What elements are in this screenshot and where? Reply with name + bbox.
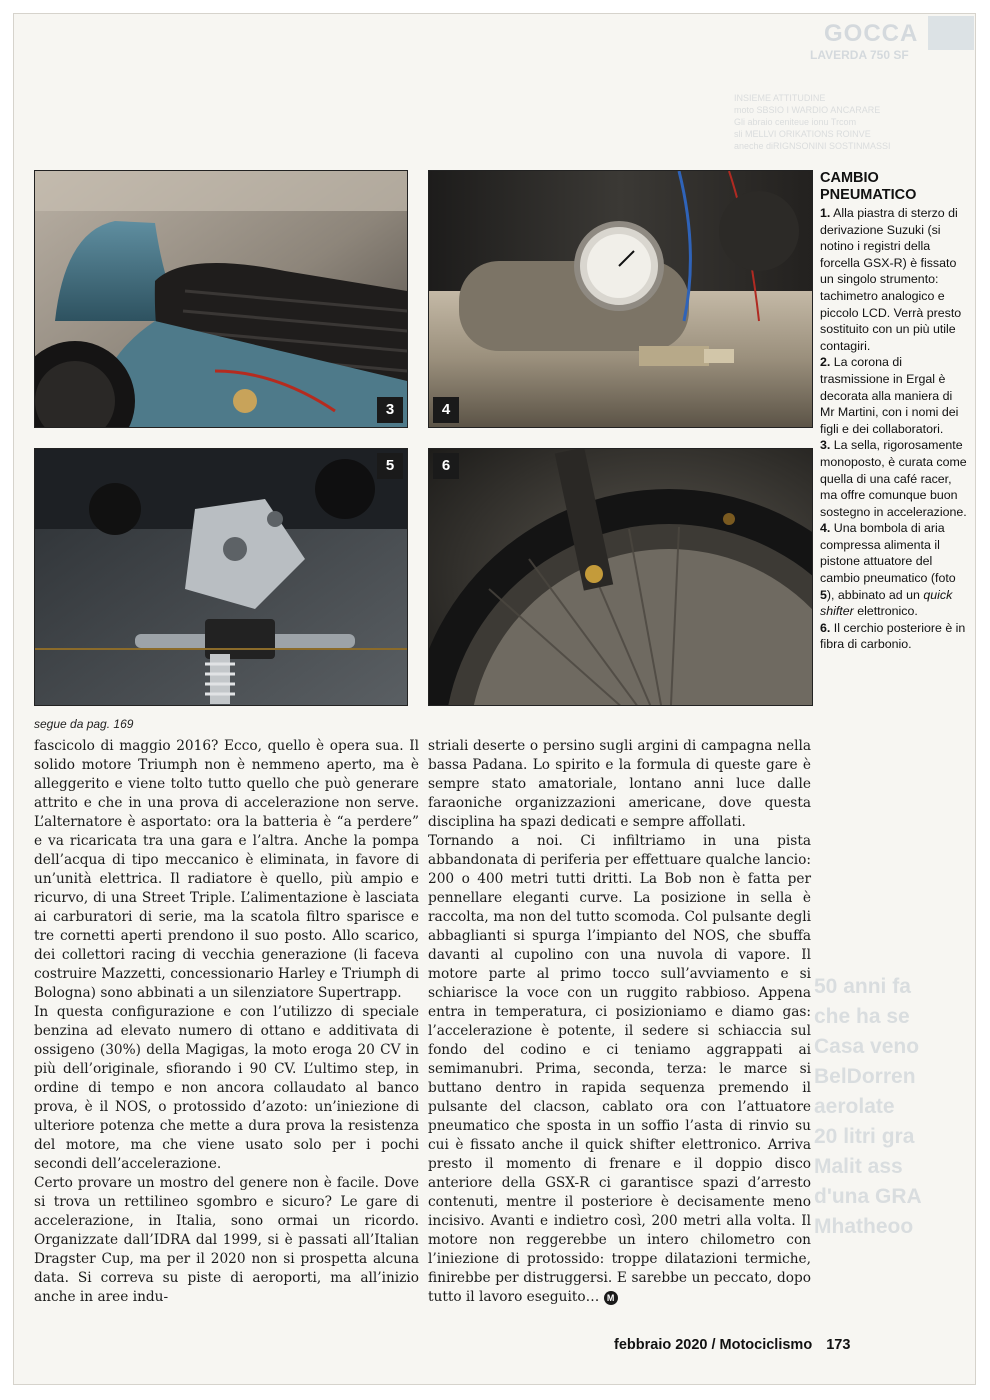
footer-page-number: 173 <box>826 1337 851 1353</box>
ghost-right-line: d'una GRA <box>814 1185 922 1208</box>
footer-magazine: Motociclismo <box>719 1337 813 1353</box>
sidebar-item <box>820 354 968 437</box>
ghost-right-line: Casa veno <box>814 1035 920 1058</box>
ghost-header-name: GOCCA <box>824 20 919 47</box>
ghost-text-line: INSIEME ATTITUDINE <box>734 93 826 103</box>
sidebar-item-number: 3. <box>820 438 831 453</box>
ghost-header-model: LAVERDA 750 SF <box>810 48 909 62</box>
sidebar-item-number: 4. <box>820 521 831 536</box>
photo-air-bottle-image <box>429 171 812 427</box>
sidebar-title-line: CAMBIO <box>820 170 879 186</box>
ghost-right-line: BelDorren <box>814 1065 916 1088</box>
ghost-right-line: aerolate <box>814 1095 895 1118</box>
sidebar-cambio-pneumatico <box>820 170 968 653</box>
ghost-right-line: 50 anni fa <box>814 975 911 998</box>
sidebar-item <box>820 620 968 653</box>
ghost-right-column <box>814 972 974 1242</box>
ghost-text-line: aneche diRIGNSONINI SOSTINMASSI <box>734 141 891 151</box>
sidebar-item-text: Una bombola di aria compressa alimenta il pistone attuatore del cambio pneumatico (foto <box>820 521 956 586</box>
photo-air-bottle <box>428 170 813 428</box>
article-paragraph: In questa configurazione e con l’utilizzo di speciale benzina ad elevato numero di ottano e additivata di ossigeno (30%) della Magigas, la moto eroga 20 CV in più dell’originale, sfiorando i 90 CV. L’ultimo step, in ordine di tempo e non ancora collaudato al banco prova, è il NOS, o protossido d’azoto: un’iniezione di ulteriore potenza che mette a dura prova la resistenza del motore, ma che viene usato solo per i pochi secondi dell’accelerazione. <box>34 1004 419 1172</box>
sidebar-photo-ref: 5 <box>820 587 827 602</box>
photo-number-badge: 6 <box>433 453 459 479</box>
ghost-text-line: Gli abraio ceniteue ionu Trcom <box>734 117 857 127</box>
sidebar-item-text: La sella, rigorosamente monoposto, è curata come quella di una café racer, ma offre comunque buon sostegno in accelerazione. <box>820 438 967 519</box>
continuation-note: segue da pag. 169 <box>34 717 134 731</box>
ghost-header <box>804 14 974 104</box>
ghost-right-line: Malit ass <box>814 1155 903 1178</box>
photo-number-badge: 4 <box>433 397 459 423</box>
sidebar-item-text: Il cerchio posteriore è in fibra di carbonio. <box>820 620 966 652</box>
sidebar-item-number: 1. <box>820 206 831 220</box>
ghost-text-line: moto SBSIO I WARDIO ANCARARE <box>734 105 881 115</box>
article-paragraph: Certo provare un mostro del genere non è facile. Dove si trova un rettilineo sgombro e sicuro? Le gare di accelerazione, in Italia, sono ormai un ricordo. Organizzate dall’IDRA dal 1999, si è passati all’Italian Dragster Cup, ma per il 2020 non si prospetta alcuna data. Si correva su piste di aeroporti, ma all’inizio anche in aree indu- <box>34 1175 419 1305</box>
sidebar-item-italic: quick shifter <box>820 587 953 619</box>
ghost-header-text <box>734 92 974 152</box>
article-column-2 <box>428 737 811 1307</box>
sidebar-item-number: 2. <box>820 355 831 370</box>
sidebar-item-text: elettronico. <box>853 604 918 619</box>
photo-wheel-image <box>429 449 812 705</box>
sidebar-item <box>820 520 968 620</box>
footer-separator: / <box>711 1337 716 1353</box>
page-footer <box>614 1337 854 1353</box>
ghost-right-line: 20 litri gra <box>814 1125 915 1148</box>
photo-footrest <box>34 448 408 706</box>
sidebar-item-number: 6. <box>820 620 831 635</box>
photo-number-badge: 5 <box>377 453 403 479</box>
article-paragraph: striali deserte o persino sugli argini di campagna nella bassa Padana. Lo spirito e la formula di queste gare è sempre stato amatoriale, lontano anni luce dalle faraoniche organizzazioni americane, dove questa disciplina ha spazi dedicati e sempre affollati. <box>428 738 811 830</box>
sidebar-item-text: ), abbinato ad un <box>826 587 924 602</box>
article-paragraph: Tornando a noi. Ci infiltriamo in una pista abbandonata di periferia per effettuare qualche lancio: 200 o 400 metri tutti dritti. La Bob non è fatta per pennellare eleganti curve. La posizione in sella è raccolta, ma non del tutto scomoda. Col pulsante degli abbaglianti si spurga l’impianto del NOS, che sbuffa davanti al cupolino con una nuvola di vapore. Il motore parte al primo tocco sull’avviamento e si schiarisce la voce con un ruggito rabbioso. Appena entra in temperatura, ci posizioniamo e diamo gas: l’accelerazione è potente, il sedere si schiaccia sul fondo del codino e ci teniamo aggrappati ai semimanubri. Prima, seconda, terza: le marce si buttano dentro in rapida sequenza premendo il pulsante del clacson, cablato ora con l’attuatore pneumatico che sposta in un soffio l’asta di rinvio su cui è fissato anche il quick shifter elettronico. Arriva presto il momento di frenare e il doppio disco anteriore della GSX-R ci garantisce spazi d’arresto contenuti, mentre il posteriore è decisamente meno incisivo. Avanti e indietro così, 200 metri alla volta. Il motore non reggerebbe un intero chilometro con l’iniezione di protossido: troppe dilatazioni termiche, finirebbe per distruggersi. E sarebbe un peccato, dopo tutto il lavoro eseguito… <box>428 833 811 1305</box>
photo-number-badge: 3 <box>377 397 403 423</box>
article-paragraph-final <box>428 832 811 1307</box>
footer-issue: febbraio 2020 <box>614 1337 708 1353</box>
article-column-1 <box>34 737 419 1307</box>
magazine-page <box>14 14 975 1384</box>
photo-wheel <box>428 448 813 706</box>
photo-seat-image <box>35 171 407 427</box>
sidebar-item-text: Alla piastra di sterzo di derivazione Suzuki (si notino i registri della forcella GSX-R) è fissato un singolo strumento: tachimetro analogico e piccolo LCD. Verrà presto sostituito con un più utile contagiri. <box>820 206 962 353</box>
photo-footrest-image <box>35 449 407 705</box>
ghost-header-bar <box>928 16 974 50</box>
sidebar-title <box>820 170 968 204</box>
ghost-text-line: sli MELLVI ORIKATIONS ROINVE <box>734 129 871 139</box>
photo-seat <box>34 170 408 428</box>
sidebar-title-line: PNEUMATICO <box>820 187 917 203</box>
ghost-right-line: Mhatheoo <box>814 1215 914 1238</box>
ghost-right-line: che ha se <box>814 1005 910 1028</box>
article-paragraph: fascicolo di maggio 2016? Ecco, quello è opera sua. Il solido motore Triumph non è nemmeno aperto, ma è alleggerito e viene tolto tutto quello che può generare attrito e che in una prova di accelerazione non serve. L’alternatore è asportato: ora la batteria è “a perdere” e va ricaricata tra una gara e l’altra. Anche la pompa dell’acqua di tipo meccanico è eliminata, in favore di un’unità elettrica. Il radiatore è quello, più ampio e ricurvo, di una Street Triple. L’alimentazione è lasciata ai carburatori di serie, ma la scatola filtro sparisce e tre cornetti aperti prendono il suo posto. Allo scarico, dei collettori racing di vecchia generazione (li faceva costruire Mazzetti, concessionario Harley e Triumph di Bologna) sono abbinati a un silenziatore Supertrapp. <box>34 738 419 1001</box>
sidebar-item-text: La corona di trasmissione in Ergal è decorata alla maniera di Mr Martini, con i nomi dei figli e dei collaboratori. <box>820 355 959 436</box>
sidebar-item <box>820 205 968 354</box>
sidebar-item <box>820 437 968 520</box>
end-mark-icon: M <box>604 1291 618 1305</box>
